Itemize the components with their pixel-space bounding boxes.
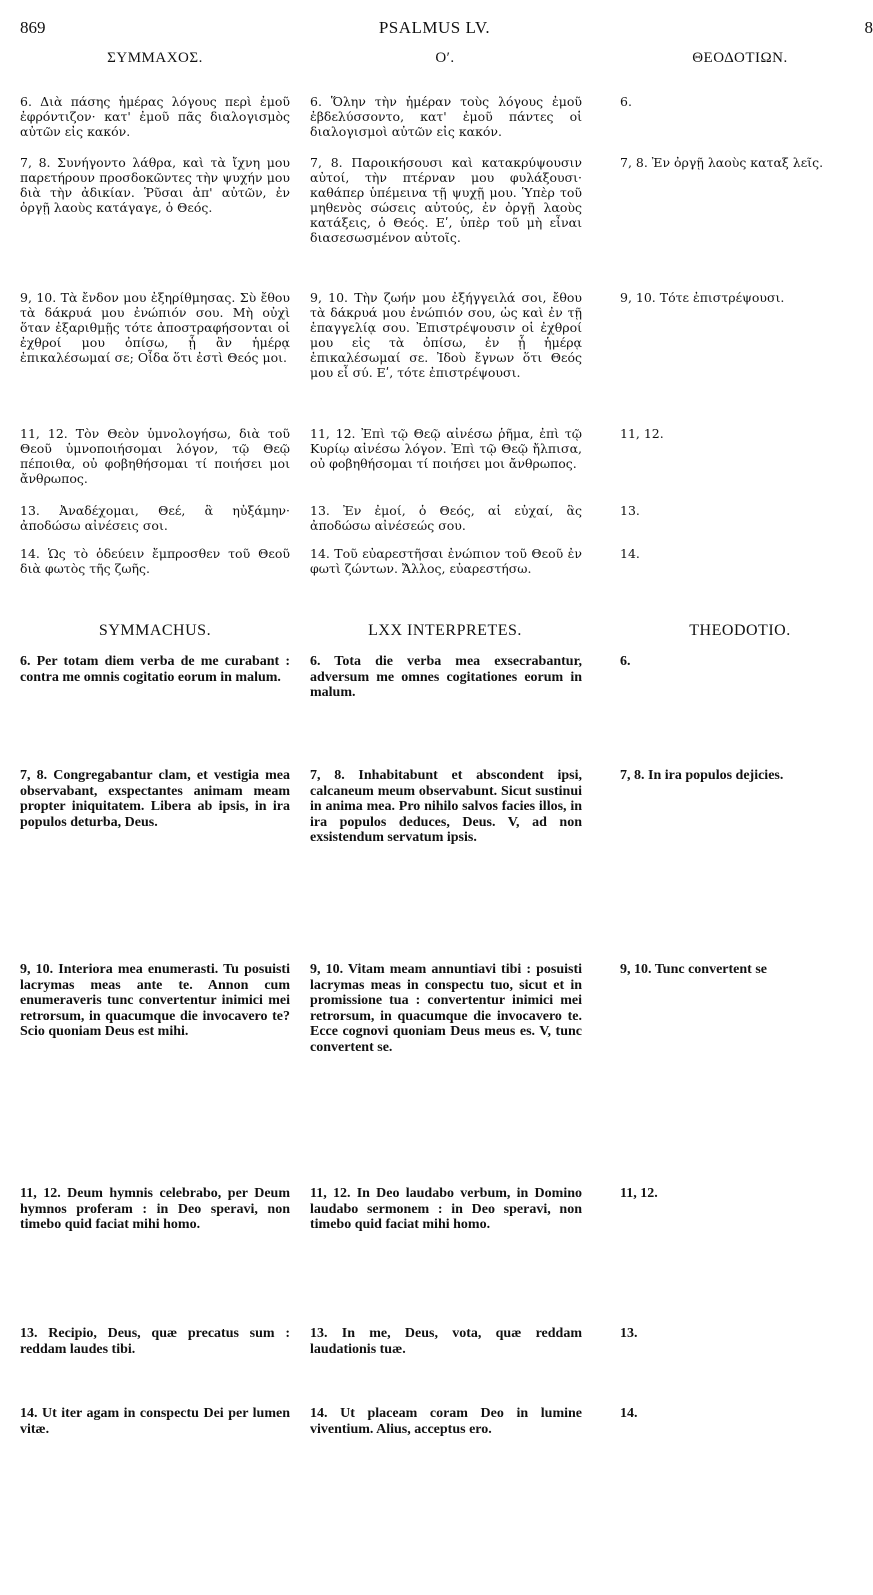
greek-lxx-11-12: 11, 12. Ἐπὶ τῷ Θεῷ αἰνέσω ῥῆμα, ἐπὶ τῷ Κυρίῳ αἰνέσω λόγον. Ἐπὶ τῷ Θεῷ ἤλπισα, οὐ φοβηθήσομαι τί ποιήσει μοι ἄνθρωπος. <box>310 426 582 471</box>
latin-theodotion-6: 6. <box>620 654 631 669</box>
heading-symmachus-greek: ΣΥΜΜΑΧΟΣ. <box>107 50 203 66</box>
latin-lxx-13: 13. In me, Deus, vota, quæ reddam laudationis tuæ. <box>310 1326 582 1357</box>
latin-lxx-14: 14. Ut placeam coram Deo in lumine viventium. Alius, acceptus ero. <box>310 1406 582 1437</box>
page-number: 869 <box>20 18 46 37</box>
greek-theodotion-14: 14. <box>620 546 640 561</box>
latin-symmachus-11-12: 11, 12. Deum hymnis celebrabo, per Deum hymnos proferam : in Deo speravi, non timebo quid faciat mihi homo. <box>20 1186 290 1232</box>
latin-lxx-7-8: 7, 8. Inhabitabunt et abscondent ipsi, calcaneum meum observabunt. Sicut sustinui in anima mea. Pro nihilo salvos facies illos, in ira populos deduces, Deus. V, ad non exsistendum servatum ipsis. <box>310 768 582 845</box>
greek-lxx-14: 14. Τοῦ εὐαρεστῆσαι ἐνώπιον τοῦ Θεοῦ ἐν φωτὶ ζώντων. Ἄλλος, εὐαρεστήσω. <box>310 546 582 576</box>
latin-lxx-9-10: 9, 10. Vitam meam annuntiavi tibi : posuisti lacrymas meas in conspectu tuo, sicut et in promissione tua : convertentur inimici mei retrorsum, in quacumque die invocavero te. Ecce cognovi quoniam Deus meus es. V, tunc convertent se. <box>310 962 582 1055</box>
latin-lxx-11-12: 11, 12. In Deo laudabo verbum, in Domino laudabo sermonem : in Deo speravi, non timebo quid faciat mihi homo. <box>310 1186 582 1232</box>
latin-symmachus-7-8: 7, 8. Congregabantur clam, et vestigia mea observabant, exspectantes animam meam propter iniquitatem. Libera ab ipsis, in ira populos deturba, Deus. <box>20 768 290 830</box>
greek-symmachus-13: 13. Ἀναδέχομαι, Θεέ, ἃ ηὐξάμην· ἀποδώσω αἰνέσεις σοι. <box>20 503 290 533</box>
greek-symmachus-7-8: 7, 8. Συνήγοντο λάθρα, καὶ τὰ ἴχνη μου παρετήρουν προσδοκῶντες τὴν ψυχήν μου διὰ τὴν ἀδικίαν. Ῥῦσαι ἀπ' αὐτῶν, ἐν ὀργῇ λαοὺς κατάγαγε, ὁ Θεός. <box>20 155 290 215</box>
heading-symmachus-latin: SYMMACHUS. <box>98 622 212 639</box>
heading-lxx-latin: LXX INTERPRETES. <box>368 622 522 639</box>
latin-symmachus-6: 6. Per totam diem verba de me curabant : contra me omnis cogitatio eorum in malum. <box>20 654 290 685</box>
greek-symmachus-9-10: 9, 10. Τὰ ἔνδον μου ἐξηρίθμησας. Σὺ ἔθου τὰ δάκρυά μου ἐνώπιόν σου. Μὴ οὐχὶ ὅταν ἐξαριθμῇς τότε ἀποστραφήσονται οἱ ἐχθροί μου ὀπίσω, ᾗ ἂν ἡμέρᾳ ἐπικαλέσωμαί σε; Οἶδα ὅτι ἐστὶ Θεός μοι. <box>20 290 290 365</box>
greek-lxx-7-8: 7, 8. Παροικήσουσι καὶ κατακρύψουσιν αὐτοί, τὴν πτέρναν μου φυλάξουσι· καθάπερ ὑπέμεινα τῇ ψυχῇ μου. Ὑπὲρ τοῦ μηθενὸς σώσεις αὐτούς, ἐν ὀργῇ λαοὺς κατάξεις, ὁ Θεός. Εʹ, ὑπὲρ τοῦ μὴ εἶναι διασεσωσμένον αὐτοῖς. <box>310 155 582 245</box>
running-title: PSALMUS LV. <box>378 18 491 37</box>
latin-theodotion-11-12: 11, 12. <box>620 1186 658 1201</box>
greek-theodotion-6: 6. <box>620 94 632 109</box>
greek-lxx-6: 6. Ὅλην τὴν ἡμέραν τοὺς λόγους ἐμοῦ ἐβδελύσσοντο, κατ' ἐμοῦ πάντες οἱ διαλογισμοὶ αὐτῶν εἰς κακόν. <box>310 94 582 139</box>
latin-lxx-6: 6. Tota die verba mea exsecrabantur, adversum me omnes cogitationes eorum in malum. <box>310 654 582 700</box>
heading-theodotion-latin: THEODOTIO. <box>689 622 791 639</box>
page-number-right: 8 <box>864 18 873 37</box>
greek-theodotion-7-8: 7, 8. Ἐν ὀργῇ λαοὺς καταξ λεῖς. <box>620 155 824 170</box>
greek-theodotion-11-12: 11, 12. <box>620 426 664 441</box>
greek-theodotion-9-10: 9, 10. Τότε ἐπιστρέψουσι. <box>620 290 785 305</box>
latin-symmachus-13: 13. Recipio, Deus, quæ precatus sum : reddam laudes tibi. <box>20 1326 290 1357</box>
latin-symmachus-14: 14. Ut iter agam in conspectu Dei per lumen vitæ. <box>20 1406 290 1437</box>
greek-symmachus-6: 6. Διὰ πάσης ἡμέρας λόγους περὶ ἐμοῦ ἐφρόντιζον· κατ' ἐμοῦ πᾶς διαλογισμὸς αὐτῶν εἰς κακόν. <box>20 94 290 139</box>
latin-symmachus-9-10: 9, 10. Interiora mea enumerasti. Tu posuisti lacrymas meas ante te. Annon cum enumeraveris tunc convertentur inimici mei retrorsum, in quacumque die invocavero te? Scio quoniam Deus est mihi. <box>20 962 290 1039</box>
greek-lxx-9-10: 9, 10. Τὴν ζωήν μου ἐξήγγειλά σοι, ἔθου τὰ δάκρυά μου ἐνώπιόν σου, ὡς καὶ ἐν τῇ ἐπαγγελίᾳ σου. Ἐπιστρέψουσιν οἱ ἐχθροί μου εἰς τὰ ὀπίσω, ἐν ᾗ ἡμέρᾳ ἐπικαλέσωμαί σε. Ἰδοὺ ἔγνων ὅτι Θεός μου εἶ σύ. Εʹ, τότε ἐπιστρέψουσι. <box>310 290 582 380</box>
latin-theodotion-14: 14. <box>620 1406 638 1421</box>
latin-theodotion-9-10: 9, 10. Tunc convertent se <box>620 962 767 977</box>
latin-theodotion-7-8: 7, 8. In ira populos dejicies. <box>620 768 784 783</box>
greek-lxx-13: 13. Ἐν ἐμοί, ὁ Θεός, αἱ εὐχαί, ἃς ἀποδώσω αἰνέσεώς σου. <box>310 503 582 533</box>
latin-theodotion-13: 13. <box>620 1326 638 1341</box>
greek-symmachus-14: 14. Ὡς τὸ ὁδεύειν ἔμπροσθεν τοῦ Θεοῦ διὰ φωτὸς τῆς ζωῆς. <box>20 546 290 576</box>
greek-symmachus-11-12: 11, 12. Τὸν Θεὸν ὑμνολογήσω, διὰ τοῦ Θεοῦ ὑμνοποιήσομαι λόγον, τῷ Θεῷ πέποιθα, οὐ φοβηθήσομαι τί ποιήσει μοι ἄνθρωπος. <box>20 426 290 486</box>
greek-theodotion-13: 13. <box>620 503 640 518</box>
heading-lxx-greek: Οʹ. <box>435 50 455 66</box>
page-header <box>0 18 873 42</box>
heading-theodotion-greek: ΘΕΟΔΟΤΙΩΝ. <box>692 50 788 66</box>
